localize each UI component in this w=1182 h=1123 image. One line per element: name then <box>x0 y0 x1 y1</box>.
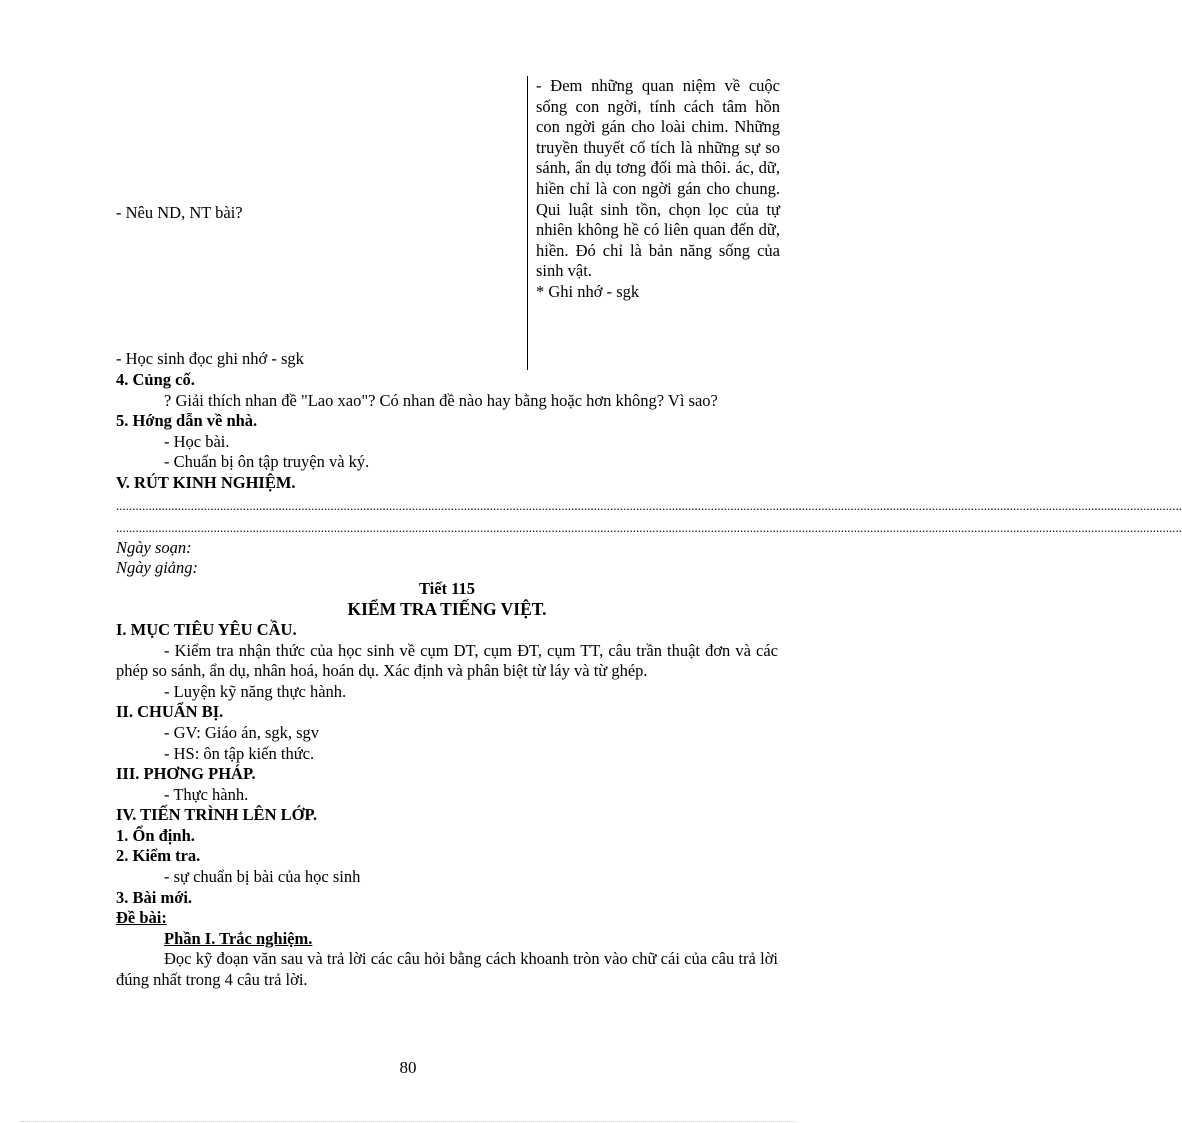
huong-dan-item: - Chuẩn bị ôn tập truyện và ký. <box>164 452 370 472</box>
chuan-bi-item: - GV: Giáo án, sgk, sgv <box>164 722 320 742</box>
step-kiem-tra: 2. Kiểm tra. <box>116 846 201 866</box>
section-heading-muc-tieu: I. MỤC TIÊU YÊU CẦU. <box>116 619 297 639</box>
lesson-number: Tiết 115 <box>418 578 476 598</box>
two-column-table <box>116 76 778 370</box>
muc-tieu-item: - Kiểm tra nhận thức của học sinh về cụm DT, cụm ĐT, cụm TT, câu trần thuật đơn và các phép so sánh, ẩn dụ, nhân hoá, hoán dụ. Xác định và phân biệt từ láy và từ ghép. <box>116 640 778 681</box>
content-paragraph: - Đem những quan niệm về cuộc sống con ngời, tính cách tâm hồn con ngời gán cho loài chim. Những truyền thuyết cổ tích là những sự so sánh, ẩn dụ tơng đối mà thôi. ác, dữ, hiền chỉ là con ngời gán cho chung. Qui luật sinh tồn, chọn lọc của tự nhiên không hề có liên quan đến dữ, hiền. Đó chỉ là bản năng sống của sinh vật. <box>536 76 780 281</box>
section-heading-phuong-phap: III. PHƠNG PHÁP. <box>116 764 256 784</box>
part-1-heading: Phần I. Trắc nghiệm. <box>164 928 313 948</box>
section-heading-chuan-bi: II. CHUẨN BỊ. <box>116 702 224 722</box>
dotted-line: ........................................................................................................................................................................................................................................................................................................................................ <box>116 519 1182 535</box>
cung-co-question: ? Giải thích nhan đề "Lao xao"? Có nhan đề nào hay bằng hoặc hơn không? Vì sao? <box>164 390 718 410</box>
step-bai-moi: 3. Bài mới. <box>116 887 193 907</box>
student-activity: - Học sinh đọc ghi nhớ - sgk <box>116 349 304 368</box>
section-heading-rut-kinh-nghiem: V. RÚT KINH NGHIỆM. <box>116 472 296 492</box>
step-on-dinh: 1. Ổn định. <box>116 825 195 845</box>
page-bottom-rule <box>20 1121 796 1122</box>
dotted-line: ........................................................................................................................................................................................................................................................................................................................................ <box>116 497 1182 513</box>
instruction-text: Đọc kỹ đoạn văn sau và trả lời các câu hỏi bằng cách khoanh tròn vào chữ cái của câu trả lời đúng nhất trong 4 câu trả lời. <box>116 949 778 990</box>
ngay-soan-label: Ngày soạn: <box>116 537 192 557</box>
kiem-tra-item: - sự chuẩn bị bài của học sinh <box>164 867 361 887</box>
chuan-bi-item: - HS: ôn tập kiến thức. <box>164 743 315 763</box>
section-heading-huong-dan: 5. Hớng dẫn về nhà. <box>116 411 258 431</box>
ghi-nho-note: * Ghi nhớ - sgk <box>536 281 640 301</box>
muc-tieu-item: - Luyện kỹ năng thực hành. <box>164 681 347 701</box>
phuong-phap-item: - Thực hành. <box>164 784 249 804</box>
ngay-giang-label: Ngày giảng: <box>116 558 199 578</box>
huong-dan-item: - Học bài. <box>164 431 230 451</box>
lesson-body <box>116 370 1182 991</box>
teacher-question: - Nêu ND, NT bài? <box>116 203 243 222</box>
content-column <box>536 76 780 303</box>
section-heading-cung-co: 4. Củng cố. <box>116 370 195 389</box>
page-number: 80 <box>399 1058 417 1077</box>
de-bai-heading: Đề bài: <box>116 908 167 928</box>
section-heading-tien-trinh: IV. TIẾN TRÌNH LÊN LỚP. <box>116 805 318 825</box>
lesson-title: KIỂM TRA TIẾNG VIỆT. <box>347 599 547 620</box>
column-divider <box>527 76 528 370</box>
